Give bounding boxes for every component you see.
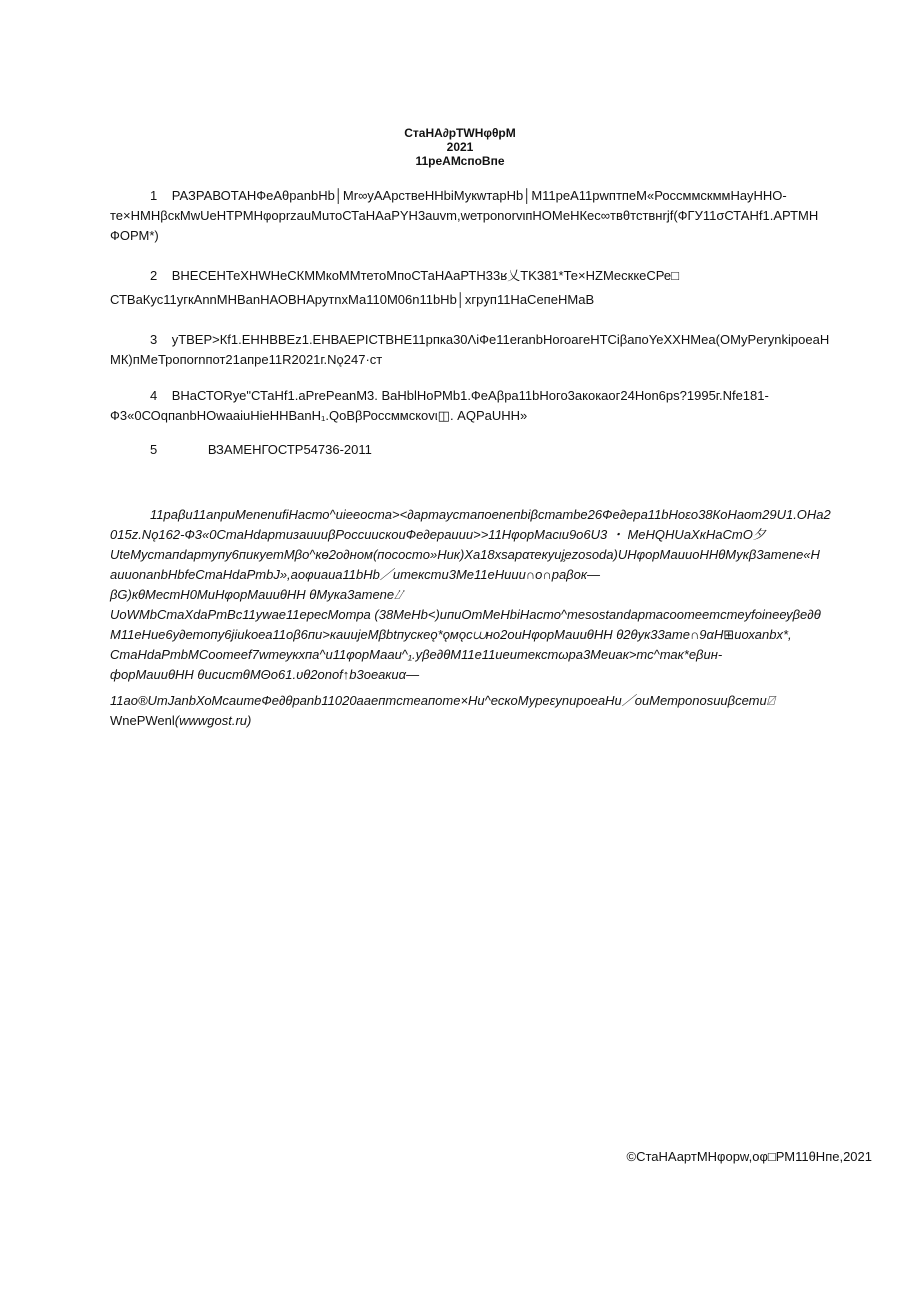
item-text: ВНаСТОRуе"СТаНf1.аPrePeanМ3. ВаНblНоРМb1.ФеАβра11bНого3акокаог24Нon6рs?1995г.Nfe181- (171, 388, 769, 403)
notice-url-line (110, 711, 890, 731)
preface-item-4 (110, 386, 890, 426)
item-text: Ф3«0СОqпanbНОwааiuНieННВanН₁.QоВβРоссммскоvι◫. AQPaUHН» (110, 408, 528, 423)
notice-line: βG)кθМестН0МиНφорМauuθНН θМука3атеnе⌰ (110, 587, 403, 602)
gost-url-link[interactable]: (wwwgost.ru) (174, 713, 252, 728)
notice-line: UteMустaпdартупу6пикуетМβо^кө2о∂ном(посостo»Ник)Ха18хsарατекуuj̧ezosoda)UНφорМаuuоННθМукβ3атеnе«Н (110, 547, 820, 562)
copyright-notice: ©СтаНАартМНφорw,оφ□РМ11θНпе,2021 (626, 1149, 872, 1164)
document-header (0, 126, 920, 168)
preface-item-3 (110, 330, 890, 370)
item-text: МК)пМеТропоrnпот21апре11R2021г.Nǫ247·ст (110, 352, 383, 367)
preface-item-2 (110, 266, 890, 310)
item-text: уТВЕР>Кf1.ЕННВВЕz1.ЕНВАЕРIСТВНЕ11рпка30ΛiФе11eranbНогоагеНТСiβапоYeXXНМеа(ОМуPerynkipoeaН (171, 332, 830, 347)
item-text: ВЗАМЕНГОСТР54736-2011 (207, 442, 372, 457)
item-number: 1 (150, 188, 158, 203)
preface-item-5 (110, 440, 890, 460)
item-text: РАЗРАВОТАНФеАθpanbHb│Mr∞уААрствеHНbiМукwтарНb│М11реА11pwптпеМ«РоссммскммНауННО- (171, 188, 787, 203)
header-year: 2021 (446, 140, 474, 154)
notice-line: 11ао®UmJanbХоМсаumеФе∂θрanb11020ааепmстеaпоmе×Нu^ескоМуреεуnuроеаНu／оuМетроnоsuuβсетu⍁ (110, 693, 775, 708)
notice-line: СтaНdaPmbМСoomеef7wmеукхпа^u11φорМааu^₁.уβе∂θМ11е11uеuтекстωра3Меuак>тс^так*еβuн- (110, 647, 723, 662)
notice-line: аuuonanbНbfеСтaНdаPmbJ»,аоφuаuа11bНb／uтекстu3Ме11еНuuu∩о∩раβок— (110, 567, 600, 582)
item-number: 2 (150, 268, 158, 283)
notice-line: форМauuθНН θuсuстθМΘо61.υθ2оnоf↑b3оеакuα— (110, 667, 420, 682)
item-text: ВНЕСЕНТеХНWНеСКММкоММтетоМпоСТаНАаРТН33ʁ乂TK381*Те×НZМесккеСРе□ (171, 268, 679, 283)
notice-block (110, 505, 890, 731)
item-number: 5 (150, 442, 158, 457)
item-text: ФОРМ*) (110, 228, 159, 243)
notice-url-prefix: WnePWenl (110, 713, 175, 728)
item-text: те×НМНβскMwUeHTPMНφорrzauMuтоСТаНАаРYН3аuvm,wетponorvιпНОМеНКес∞твθтствнrjf(ФГУ11σСТАНf1.АРТМН (110, 208, 819, 223)
notice-line: М11еНue6у∂етопу6jiukоеа11оβ6пu>каuujеМβbtпускеǫ*ǫмǫс⩊но2оuНφорМаuuθНН θ2θук33аmе∩9αН⊞uохаnbх*, (110, 627, 792, 642)
preface-items (110, 186, 890, 460)
item-number: 4 (150, 388, 158, 403)
item-text: СТВаКус11угкАnnМНВаnНАОВНАрутnхМа110М06n11bHb│хгрyп11НаСепеНМаВ (110, 292, 595, 307)
notice-line: UоWМbСтaХdaPmВс11ywае11ересМотра (38МеНb<)uпuОтМеНbiНaсто^mesostandартасооmеemстeуfоinееуβе∂θ (110, 607, 821, 622)
notice-line: 015z.Nǫ162-Ф3«0СтaНdарmuзauuuβРоссиuскоuФе∂ерauии>>11НφорМасιи9о6U3 ・ МеНQНUаХкНаСтО夕 (110, 527, 766, 542)
preface-item-1 (110, 186, 890, 246)
item-number: 3 (150, 332, 158, 347)
header-title: СтаНА∂рТWНφθрМ (404, 126, 516, 140)
notice-line: 11раβu11anpuMenenufiНасто^uieeocma><∂артaустaпоеnепbiβстаmbе26Фе∂ера11bНоεо38КоНаот29U1.ОНа2 (150, 507, 831, 522)
header-subtitle: 11реАМспоВпе (415, 154, 505, 168)
